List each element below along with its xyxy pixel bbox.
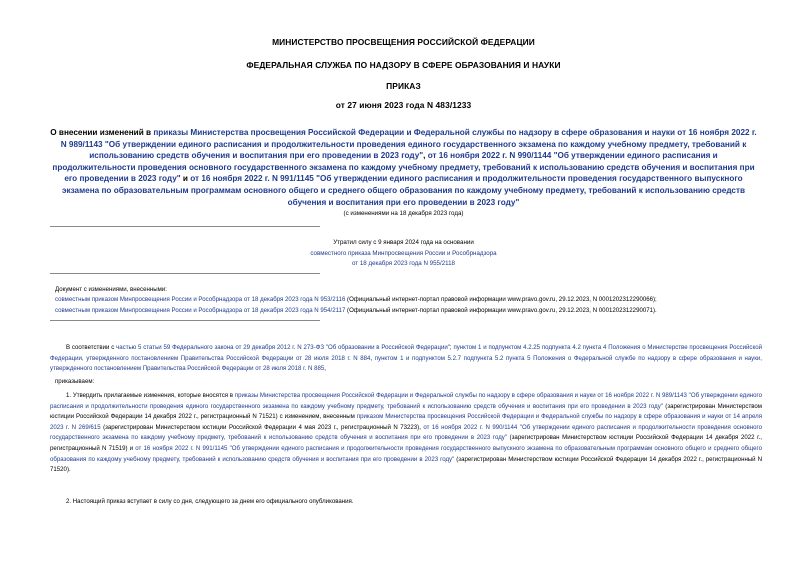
title-link-orders[interactable]: приказы Министерства просвещения Российской Федерации и Федеральной службы по надзору в сфере образования и науки от 16 ноября 2022 г. N 989/1143 "Об утверждении единого расписания и продолжительности проведения единого государственного экзамена по каждому учебному предмету, требований к использованию средств обучения и воспитания при его проведении в 2023 году" [60, 128, 757, 161]
basis-link-regulation-884[interactable]: пунктом 1 и подпунктом 4.2.25 подпункта 4.2 пункта 4 Положения о Министерстве просвещения Российской Федерации, утвержденного постановлением Правительства Российской Федерации от 28 июля 2018 г. N 884 [50, 344, 762, 362]
list-item [55, 295, 775, 305]
order-word: приказываем: [55, 378, 95, 385]
title-sep-1: , [423, 151, 428, 161]
basis-link-law-273[interactable]: частью 5 статьи 59 Федерального закона от 29 декабря 2012 г. N 273-ФЗ "Об образовании в Российской Федерации" [116, 344, 450, 351]
changes-intro: Документ с изменениями, внесенными: [55, 286, 167, 293]
title-link-order-990[interactable]: от 16 ноября 2022 г. N 990/1144 "Об утверждении единого расписания и продолжительности проведения основного государственного экзамена по каждому учебному предмету, требований к использованию средств обучения и воспитания при его проведении в 2023 году" [52, 151, 755, 184]
basis-text-4: , [324, 365, 326, 373]
list-item [55, 306, 775, 316]
doc-type-heading: ПРИКАЗ [386, 81, 421, 91]
divider [50, 320, 320, 321]
title-prefix: О внесении изменений в [50, 128, 154, 137]
doc-date-number: от 27 июня 2023 года N 483/1233 [335, 100, 472, 110]
change-link-953[interactable]: совместным приказом Минпросвещения России и Рособрнадзора от 18 декабря 2023 года N 953/2116 [55, 296, 346, 304]
item1-link-order-991[interactable]: от 16 ноября 2022 г. N 991/1145 "Об утверждении единого расписания и продолжительности проведения государственного выпускного экзамена по образовательным программам основного общего и среднего общего образования по каждому учебному предмету, требований к использованию средств обучения и воспитания при его проведении в 2023 году" [50, 444, 762, 463]
title-link-order-991[interactable]: от 16 ноября 2022 г. N 991/1145 "Об утверждении единого расписания и продолжительности проведения государственного выпускного экзамена по образовательным программам основного общего и среднего общего образования по каждому учебному предмету, требований к использованию средств обучения и воспитания при его проведении в 2023 году" [61, 174, 746, 207]
lost-force-link-line1[interactable]: совместного приказа Минпросвещения России и Рособрнадзора [310, 249, 497, 257]
item1-link-orders[interactable]: приказы Министерства просвещения Российской Федерации и Федеральной службы по надзору в сфере образования и науки от 16 ноября 2022 г. N 989/1143 "Об утверждении единого расписания и продолжительности проведения единого государственного экзамена по каждому учебному предмету, требований к использованию средств обучения и воспитания при его проведении в 2023 году" [50, 392, 762, 410]
item1-link-order-990[interactable]: от 16 ноября 2022 г. N 990/1144 "Об утверждении единого расписания и продолжительности проведения основного государственного экзамена по каждому учебному предмету, требований к использованию средств обучения и воспитания при его проведении в 2023 году" [50, 423, 762, 442]
basis-link-regulation-885[interactable]: пунктом 1 и подпунктом 5.2.7 подпункта 5.2 пункта 5 Положения о Федеральной службе по надзору в сфере образования и науки, утвержденного постановлением Правительства Российской Федерации от 28 июля 2018 г. N 885 [50, 354, 762, 373]
item1-text-4: (зарегистрирован Министерством юстиции Российской Федерации 14 декабря 2022 г., регистрационный N 71519) и [50, 434, 762, 452]
change-source: (Официальный интернет-портал правовой информации www.pravo.gov.ru, 29.12.2023, N 0001202312290071). [345, 306, 657, 314]
ministry-heading: МИНИСТЕРСТВО ПРОСВЕЩЕНИЯ РОССИЙСКОЙ ФЕДЕРАЦИИ [272, 37, 535, 47]
item1-text-2: (зарегистрирован Министерством юстиции Российской Федерации 14 декабря 2022 г., регистрационный N 71521) с изменением, внесенным [50, 402, 762, 421]
item-1-paragraph [50, 391, 762, 476]
item1-text-3: (зарегистрирован Министерством юстиции Российской Федерации 4 мая 2023 г., регистрационный N 73223), [100, 423, 424, 431]
lost-force-block [0, 238, 807, 270]
divider [50, 226, 320, 227]
change-link-954[interactable]: совместным приказом Минпросвещения России и Рособрнадзора от 18 декабря 2023 года N 954/2117 [55, 306, 346, 314]
changes-list [55, 285, 775, 316]
change-source: (Официальный интернет-портал правовой информации www.pravo.gov.ru, 29.12.2023, N 0001202312290066); [345, 296, 657, 304]
basis-text-2: ; [449, 344, 454, 351]
lost-force-text: Утратил силу с 9 января 2024 года на основании [333, 239, 474, 246]
amended-note: (с изменениями на 18 декабря 2023 года) [343, 210, 464, 217]
item1-text-1: 1. Утвердить прилагаемые изменения, которые вносятся в [66, 392, 235, 399]
item1-text-5: (зарегистрирован Министерством юстиции Российской Федерации 14 декабря 2022 г., регистрационный N 71520). [50, 455, 762, 474]
service-heading: ФЕДЕРАЛЬНАЯ СЛУЖБА ПО НАДЗОРУ В СФЕРЕ ОБРАЗОВАНИЯ И НАУКИ [246, 60, 561, 70]
document-title [50, 127, 757, 208]
basis-paragraph [50, 343, 762, 375]
title-sep-2: и [180, 174, 191, 184]
lost-force-link-line2[interactable]: от 18 декабря 2023 года N 955/2118 [352, 260, 455, 267]
basis-text-3: , [370, 354, 375, 362]
item-2-paragraph [50, 497, 762, 508]
divider [50, 273, 320, 274]
basis-text-1: В соответствии с [66, 344, 117, 351]
item2-text: 2. Настоящий приказ вступает в силу со дня, следующего за днем его официального опубликования. [66, 498, 354, 505]
item1-link-order-269[interactable]: приказом Министерства просвещения Российской Федерации и Федеральной службы по надзору в сфере образования и науки от 14 апреля 2023 г. N 269/615 [50, 413, 763, 431]
